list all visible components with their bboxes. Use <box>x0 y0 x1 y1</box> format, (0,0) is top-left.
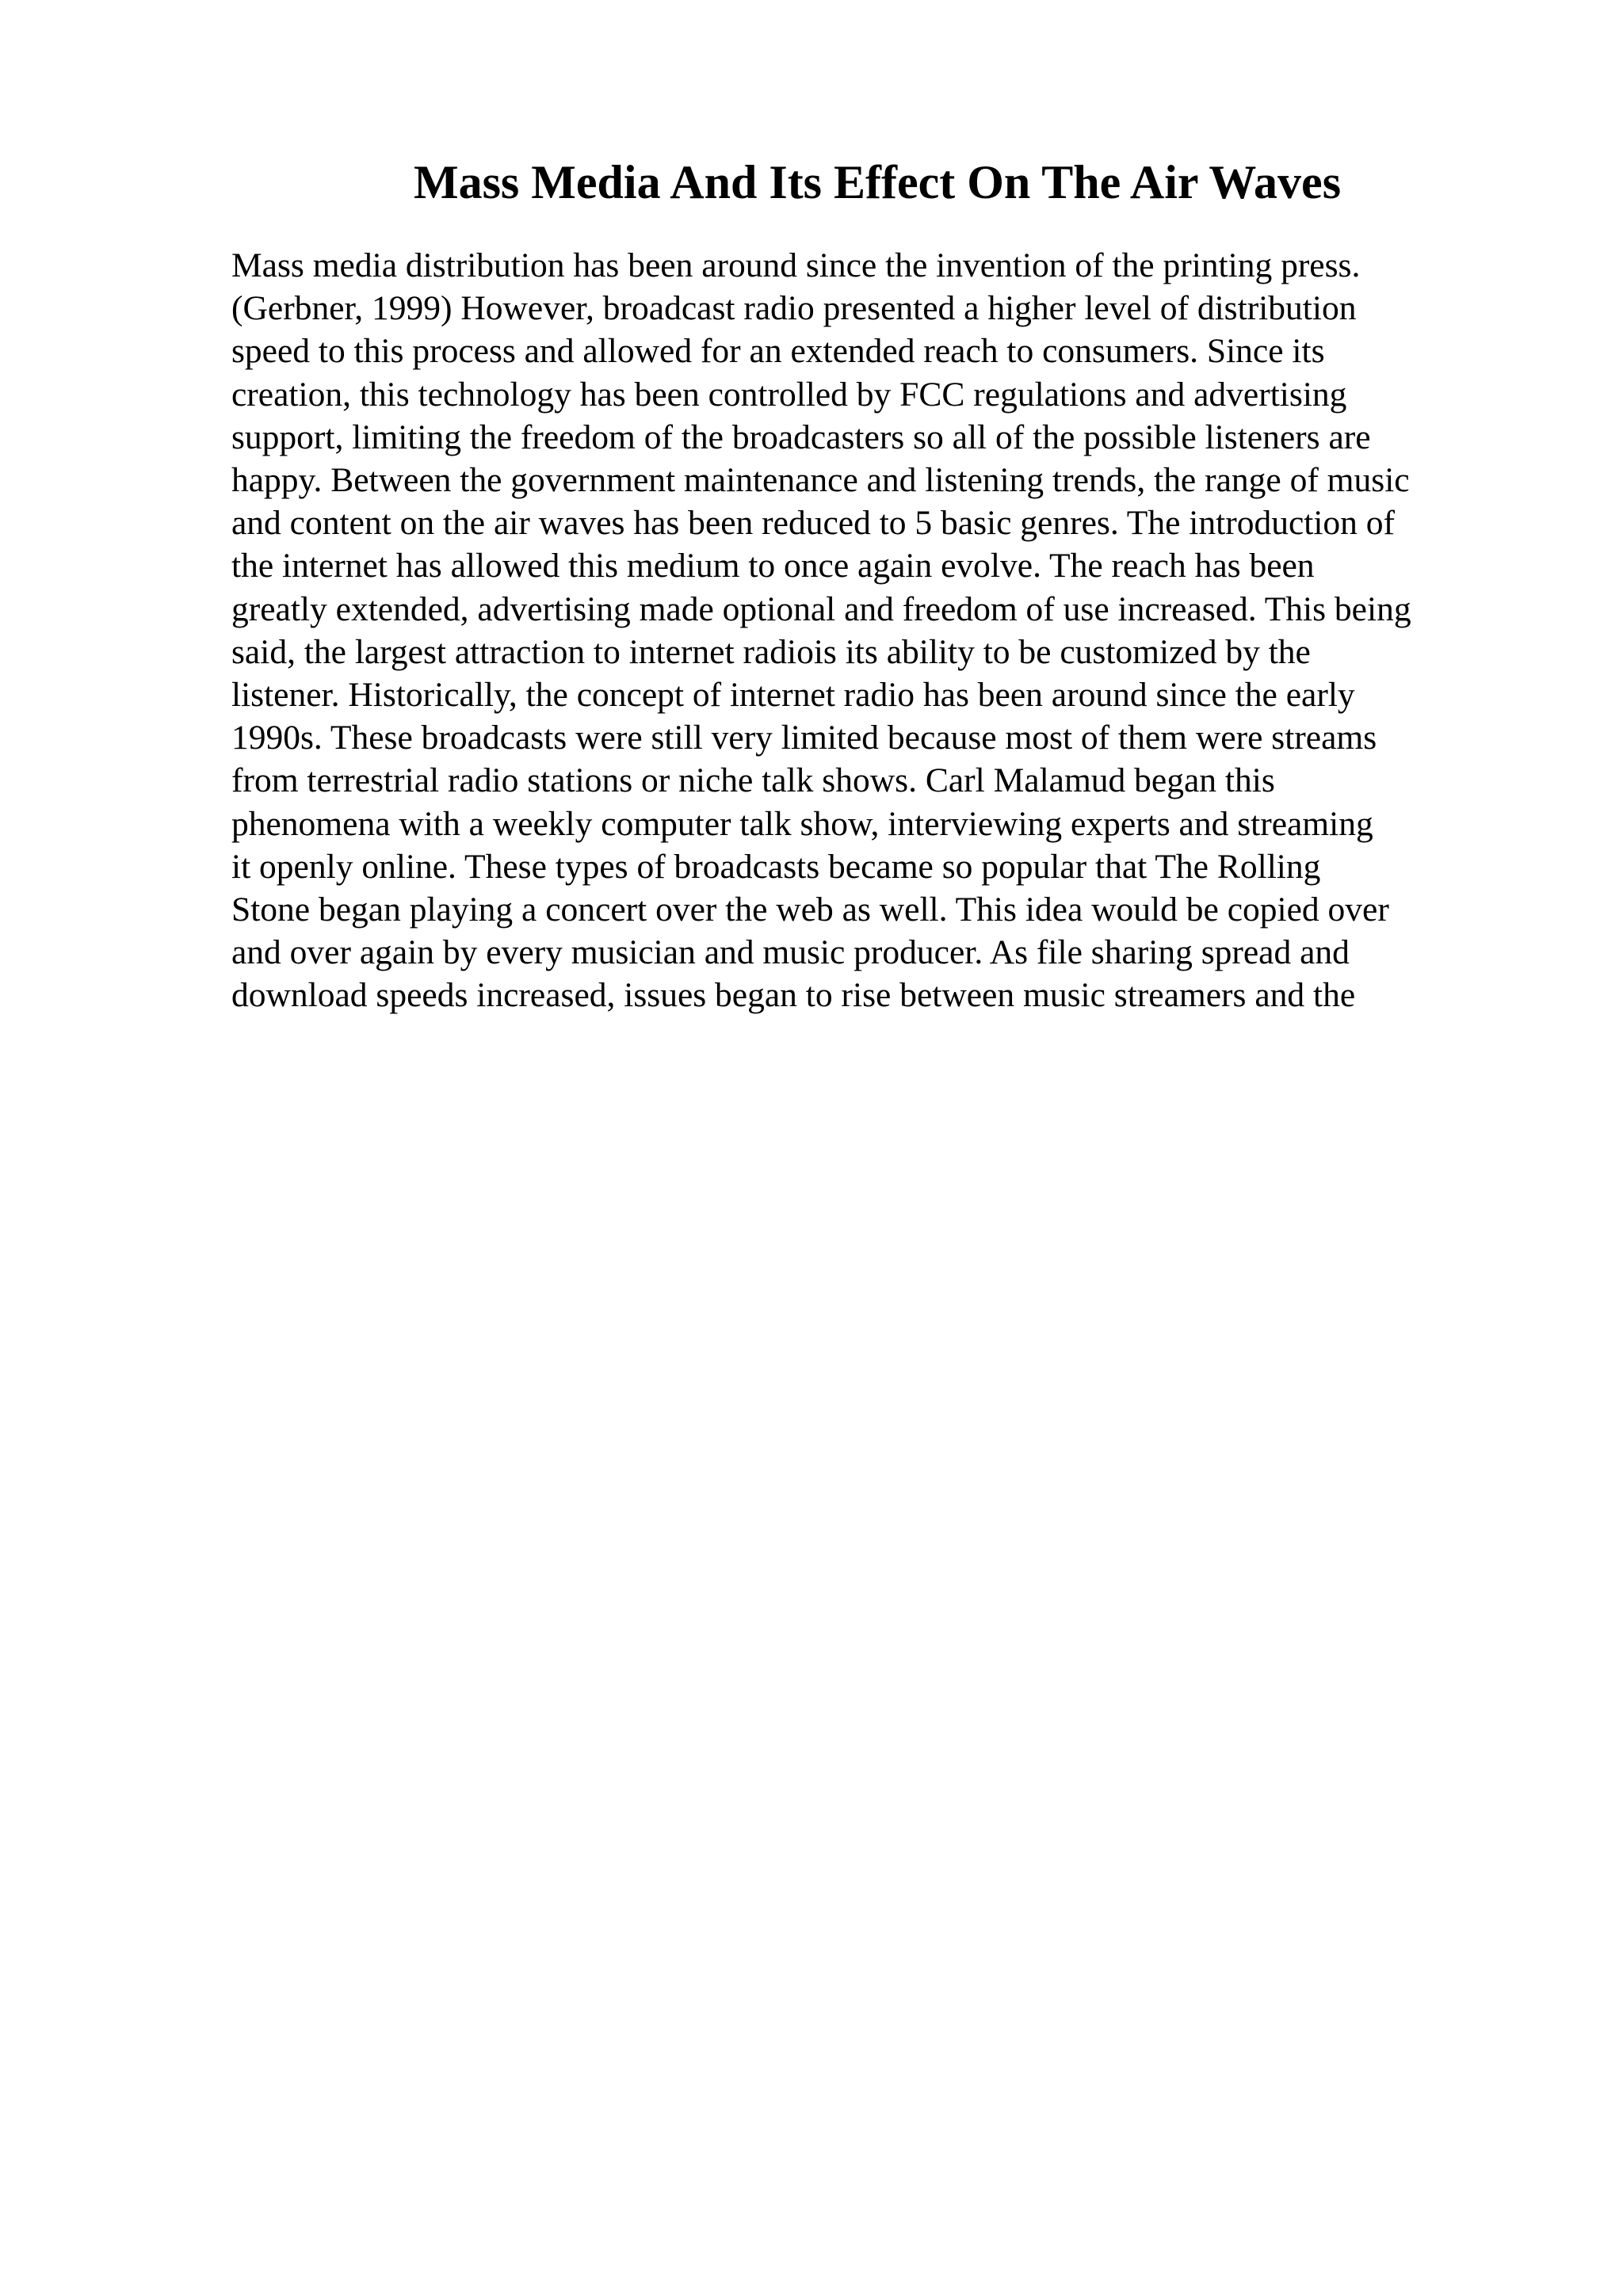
body-line: speed to this process and allowed for an extended reach to consumers. Since its <box>231 332 1325 371</box>
body-line: the internet has allowed this medium to once again evolve. The reach has been <box>231 547 1315 585</box>
body-line: happy. Between the government maintenance and listening trends, the range of music <box>231 461 1410 500</box>
body-line: and content on the air waves has been reduced to 5 basic genres. The introduction of <box>231 504 1396 543</box>
body-line: download speeds increased, issues began to rise between music streamers and the <box>231 976 1356 1015</box>
body-line: 1990s. These broadcasts were still very limited because most of them were streams <box>231 719 1377 757</box>
body-line: (Gerbner, 1999) However, broadcast radio presented a higher level of distribution <box>231 289 1357 328</box>
body-line: greatly extended, advertising made optional and freedom of use increased. This being <box>231 589 1411 628</box>
body-line: from terrestrial radio stations or niche talk shows. Carl Malamud began this <box>231 761 1275 800</box>
body-line: Stone began playing a concert over the web as well. This idea would be copied over <box>231 891 1389 929</box>
body-line: creation, this technology has been controlled by FCC regulations and advertising <box>231 375 1347 414</box>
body-line: Mass media distribution has been around since the invention of the printing press. <box>231 246 1361 284</box>
document-title: Mass Media And Its Effect On The Air Waves <box>413 156 1342 208</box>
body-line: listener. Historically, the concept of internet radio has been around since the early <box>231 676 1355 715</box>
body-line: it openly online. These types of broadcasts became so popular that The Rolling <box>231 847 1321 886</box>
body-line: said, the largest attraction to internet radiois its ability to be customized by the <box>231 632 1311 671</box>
body-line: support, limiting the freedom of the broadcasters so all of the possible listeners are <box>231 418 1371 456</box>
body-paragraph <box>231 244 1594 1017</box>
body-line: phenomena with a weekly computer talk show, interviewing experts and streaming <box>231 804 1373 843</box>
body-line: and over again by every musician and music producer. As file sharing spread and <box>231 933 1350 972</box>
